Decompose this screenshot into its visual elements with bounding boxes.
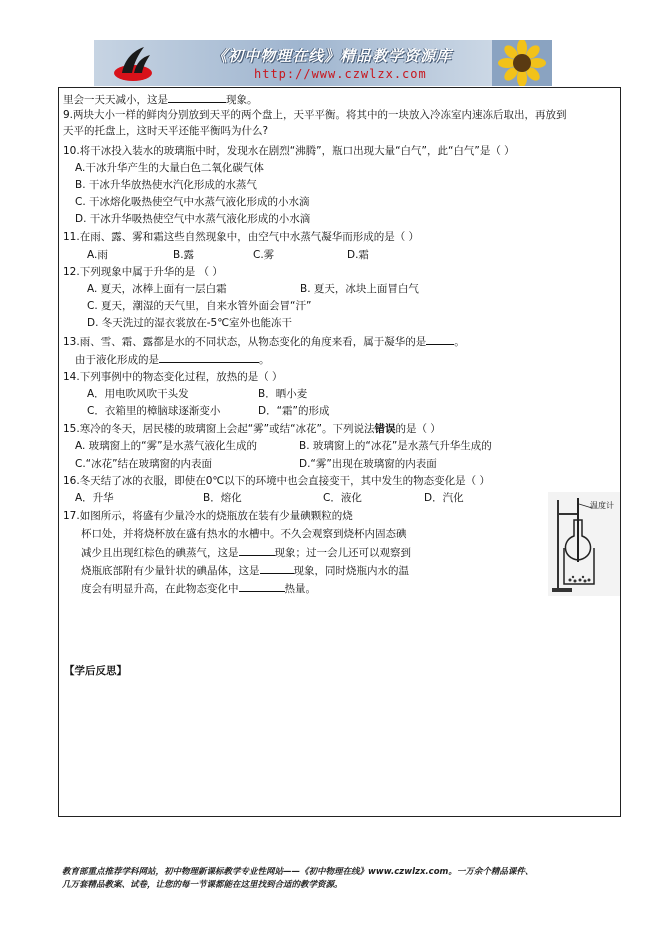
q14-option-b: B．晒小麦	[258, 388, 308, 400]
q17-stem-3: 减少且出现红棕色的碘蒸气，这是 现象；过一会儿还可以观察到	[81, 544, 411, 561]
q15-option-c: C.“冰花”结在玻璃窗的内表面	[75, 458, 213, 470]
q15-option-d: D.“雾”出现在玻璃窗的内表面	[299, 458, 437, 470]
q9-text-2: 天平的托盘上，这时天平还能平衡吗为什么?	[63, 125, 269, 137]
q10-stem: 10.将干冰投入装水的玻璃瓶中时，发现水在剧烈“沸腾”，瓶口出现大量“白气”，此“白气”是（ ）	[63, 145, 515, 157]
q17-stem-4: 烧瓶底部附有少量针状的碘晶体，这是 现象，同时烧瓶内水的温	[81, 562, 409, 579]
q14-option-d: D．“霜”的形成	[258, 405, 330, 417]
q14-stem: 14.下列事例中的物态变化过程，放热的是（ ）	[63, 371, 283, 383]
q16-option-c: C．液化	[323, 492, 362, 504]
footer-line-2: 几万套精品教案、试卷，让您的每一节课都能在这里找到合适的教学资源。	[62, 880, 343, 890]
site-logo-icon	[112, 43, 154, 83]
q15-option-a: A. 玻璃窗上的“雾”是水蒸气液化生成的	[75, 440, 258, 452]
q11-stem: 11.在雨、露、雾和霜这些自然现象中，由空气中水蒸气凝华而形成的是（ ）	[63, 231, 420, 243]
q12-option-a: A. 夏天，冰棒上面有一层白霜	[87, 283, 227, 295]
q10-option-d: D. 干冰升华吸热使空气中水蒸气液化形成的小水滴	[75, 213, 311, 225]
q12-option-c: C. 夏天，潮湿的天气里，自来水管外面会冒“汗”	[87, 300, 312, 312]
q16-option-a: A．升华	[75, 492, 114, 504]
answer-blank[interactable]	[159, 351, 259, 363]
q10-option-b: B. 干冰升华放热使水汽化形成的水蒸气	[75, 179, 257, 191]
site-banner	[94, 40, 552, 86]
q15-option-b: B. 玻璃窗上的“冰花”是水蒸气升华生成的	[299, 440, 492, 452]
q11-option-c: C.雾	[253, 249, 275, 261]
q16-option-d: D．汽化	[424, 492, 464, 504]
q12-stem: 12.下列现象中属于升华的是 （ ）	[63, 266, 223, 278]
emphasis-word: 错误	[374, 423, 396, 435]
q17-stem: 17.如图所示，将盛有少量冷水的烧瓶放在装有少量碘颗粒的烧	[63, 510, 353, 522]
q16-option-b: B．熔化	[203, 492, 242, 504]
q13-stem: 13.雨、雪、霜、露都是水的不同状态，从物态变化的角度来看，属于凝华的是 。	[63, 333, 465, 350]
q10-option-c: C. 干冰熔化吸热使空气中水蒸气液化形成的小水滴	[75, 196, 310, 208]
q9-text: 9.两块大小一样的鲜肉分别放到天平的两个盘上，天平平衡。将其中的一块放入冷冻室内速冻后取出，再放到	[63, 109, 567, 121]
thermometer-label: 温度计	[590, 501, 614, 510]
answer-blank[interactable]	[426, 333, 454, 345]
answer-blank[interactable]	[239, 544, 275, 556]
q11-option-b: B.露	[173, 249, 195, 261]
q16-stem: 16.冬天结了冰的衣服，即使在0℃以下的环境中也会直接变干，其中发生的物态变化是（ ）	[63, 475, 491, 487]
q8-continuation: 里会一天天减小，这是 现象。	[63, 91, 258, 108]
q17-stem-2: 杯口处，并将烧杯放在盛有热水的水槽中。不久会观察到烧杯内固态碘	[81, 528, 407, 540]
q14-option-a: A．用电吹风吹干头发	[87, 388, 189, 400]
banner-title: 《初中物理在线》精品教学资源库	[212, 47, 453, 65]
q14-option-c: C．衣箱里的樟脑球逐渐变小	[87, 405, 221, 417]
q17-stem-5: 度会有明显升高，在此物态变化中 热量。	[81, 580, 316, 597]
answer-blank[interactable]	[168, 91, 226, 103]
q15-stem: 15.寒冷的冬天，居民楼的玻璃窗上会起“雾”或结“冰花”。下列说法错误的是（ ）	[63, 423, 441, 435]
reflection-heading: 【学后反思】	[64, 665, 127, 677]
q12-option-b: B. 夏天，冰块上面冒白气	[300, 283, 419, 295]
banner-url[interactable]: http://www.czwlzx.com	[254, 67, 427, 81]
q13-stem-2: 由于液化形成的是 。	[75, 351, 270, 368]
sunflower-icon	[492, 40, 552, 86]
footer-line-1: 教育部重点推荐学科网站，初中物理新课标教学专业性网站——《初中物理在线》www.czwlzx.com。一万余个精品课件、	[62, 867, 534, 877]
q10-option-a: A.干冰升华产生的大量白色二氧化碳气体	[75, 162, 264, 174]
answer-blank[interactable]	[260, 562, 294, 574]
answer-blank[interactable]	[239, 580, 285, 592]
apparatus-figure	[548, 492, 620, 596]
q11-option-d: D.霜	[347, 249, 369, 261]
q12-option-d: D. 冬天洗过的湿衣裳放在-5℃室外也能冻干	[87, 317, 293, 329]
q11-option-a: A.雨	[87, 249, 108, 261]
